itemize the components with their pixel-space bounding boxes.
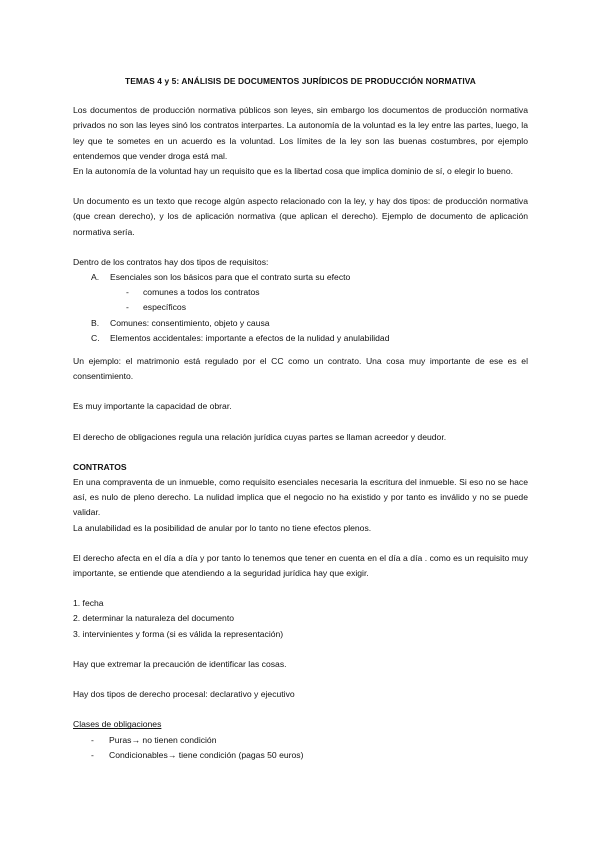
list-item-text: Elementos accidentales: importante a efectos de la nulidad y anulabilidad <box>110 332 390 343</box>
list-marker: B. <box>91 317 100 328</box>
list-marker: A. <box>91 272 100 283</box>
list-item-text: Puras→ no tienen condición <box>109 734 217 745</box>
paragraph-matrimonio: Un ejemplo: el matrimonio está regulado por el CC como un contrato. Una cosa muy importante de ese es el consentimiento. <box>73 356 528 382</box>
step-item: 1. fecha <box>73 598 104 609</box>
contratos-heading: CONTRATOS <box>73 461 127 472</box>
paragraph-derecho-obligaciones: El derecho de obligaciones regula una relación jurídica cuyas partes se llaman acreedor y deudor. <box>73 431 447 442</box>
step-item: 2. determinar la naturaleza del documento <box>73 613 234 624</box>
step-item: 3. intervinientes y forma (si es válida la representación) <box>73 628 284 639</box>
list-item-text: Condicionables→ tiene condición (pagas 50 euros) <box>109 749 304 760</box>
paragraph-produccion-normativa: Los documentos de producción normativa públicos son leyes, sin embargo los documentos de producción normativa privados no son las leyes sinó los contratos interpartes. La autonomía de la voluntad es la ley entre las partes, luego, la ley que te sometes en un acuerdo es la voluntad. Los límites de la ley son las buenas costumbres, por ejemplo entendemos que vender droga está mal. <box>73 105 528 161</box>
clases-list <box>73 733 528 763</box>
list-marker: - <box>91 749 94 760</box>
list-marker: - <box>91 734 94 745</box>
list-item-text: comunes a todos los contratos <box>143 287 260 298</box>
paragraph-capacidad-obrar: Es muy importante la capacidad de obrar. <box>73 401 232 412</box>
requisitos-list-continued <box>73 316 528 346</box>
paragraph-precaucion: Hay que extremar la precaución de identificar las cosas. <box>73 658 287 669</box>
requisitos-list <box>73 270 528 285</box>
paragraph-anulabilidad: La anulabilidad es la posibilidad de anular por lo tanto no tiene efectos plenos. <box>73 522 372 533</box>
esenciales-sublist <box>73 285 528 315</box>
requisitos-intro: Dentro de los contratos hay dos tipos de requisitos: <box>73 256 269 267</box>
clases-heading: Clases de obligaciones <box>73 719 162 730</box>
list-item-text: específicos <box>143 302 186 313</box>
list-item-text: Esenciales son los básicos para que el contrato surta su efecto <box>110 272 351 283</box>
list-item <box>73 316 528 331</box>
paragraph-autonomia-voluntad: En la autonomía de la voluntad hay un requisito que es la libertad cosa que implica dominio de sí, o elegir lo bueno. <box>73 166 513 177</box>
paragraph-dia-a-dia: El derecho afecta en el día a día y por tanto lo tenemos que tener en cuenta en el día a día . como es un requisito muy importante, se entiende que atendiendo a la seguridad jurídica hay que exigir. <box>73 552 528 579</box>
list-item <box>73 270 528 285</box>
list-marker: - <box>126 287 129 298</box>
paragraph-compraventa: En una compraventa de un inmueble, como requisito esenciales necesaria la escritura del inmueble. Si eso no se hace así, es nulo de pleno derecho. La nulidad implica que el negocio no ha existido y por tanto es inválido y no se puede validar. <box>73 477 528 518</box>
document-title: TEMAS 4 y 5: ANÁLISIS DE DOCUMENTOS JURÍDICOS DE PRODUCCIÓN NORMATIVA <box>125 76 476 86</box>
paragraph-derecho-procesal: Hay dos tipos de derecho procesal: declarativo y ejecutivo <box>73 689 295 700</box>
list-item <box>73 748 528 763</box>
list-item <box>73 285 528 300</box>
list-item <box>73 300 528 315</box>
list-item <box>73 331 528 346</box>
list-item <box>73 733 528 748</box>
list-marker: C. <box>91 332 100 343</box>
list-item-text: Comunes: consentimiento, objeto y causa <box>110 317 270 328</box>
list-marker: - <box>126 302 129 313</box>
paragraph-definicion-documento: Un documento es un texto que recoge algún aspecto relacionado con la ley, y hay dos tipos: de producción normativa (que crean derecho), y los de aplicación normativa (que aplican el derecho). Ejemplo de documento de aplicación normativa sería. <box>73 196 528 237</box>
